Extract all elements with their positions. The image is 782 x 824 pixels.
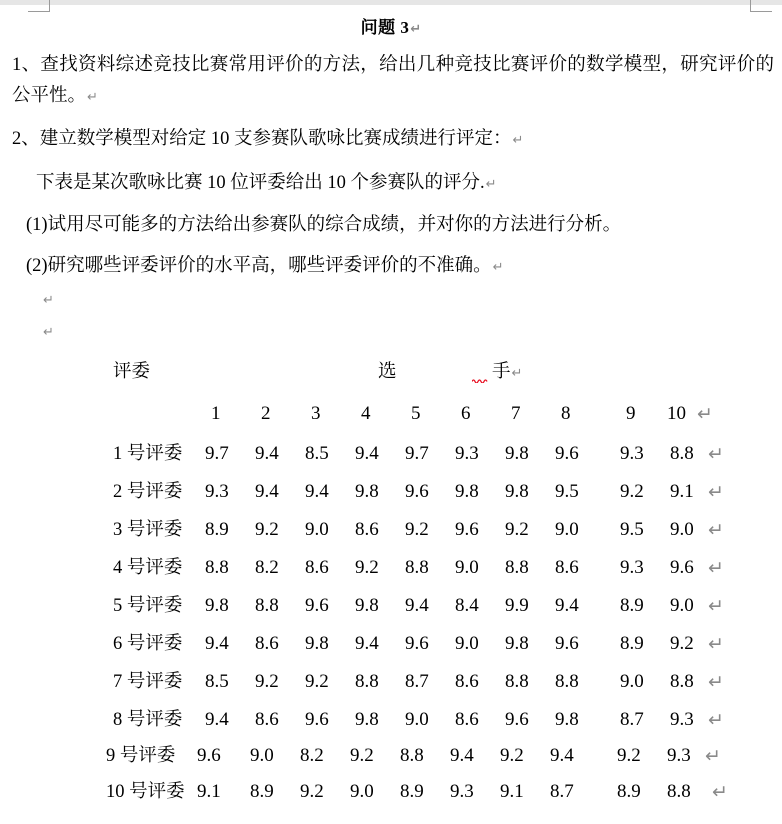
table-row-label: 9 号评委 [106, 746, 176, 766]
paragraph-sub-1-text: (1)试用尽可能多的方法给出参赛队的综合成绩，并对你的方法进行分析。 [26, 215, 622, 235]
table-cell: 9.6 [505, 709, 529, 730]
table-cell: 9.2 [305, 671, 329, 692]
pilcrow-icon: ↵ [492, 260, 504, 275]
table-group-header-row [0, 353, 782, 391]
table-row-label: 3 号评委 [113, 520, 183, 540]
table-cell: 8.9 [620, 595, 644, 616]
table-cell: 9.9 [505, 595, 529, 616]
pilcrow-icon: ↵ [708, 633, 724, 655]
table-row [0, 737, 782, 775]
table-cell: 9.1 [197, 781, 221, 802]
table-column-header-4: 4 [361, 403, 371, 424]
table-cell: 9.0 [670, 595, 694, 616]
paragraph-sub-2-text: (2)研究哪些评委评价的水平高，哪些评委评价的不准确。 [26, 256, 492, 276]
table-column-header-10: 10 [667, 403, 686, 424]
table-cell: 8.2 [255, 557, 279, 578]
pilcrow-icon: ↵ [87, 90, 98, 105]
table-cell: 9.0 [455, 633, 479, 654]
table-cell: 9.4 [205, 709, 229, 730]
table-cell: 9.6 [405, 633, 429, 654]
document-body [0, 5, 782, 803]
table-cell: 9.0 [620, 671, 644, 692]
pilcrow-icon: ↵ [708, 671, 724, 693]
table-cell: 9.8 [505, 443, 529, 464]
table-cell: 8.9 [205, 519, 229, 540]
paragraph-item-1 [0, 36, 782, 113]
table-col-group-header-right-text: 手 [492, 362, 511, 382]
table-row [0, 625, 782, 663]
table-cell: 9.3 [670, 709, 694, 730]
pilcrow-icon: ↵ [708, 709, 724, 731]
table-row [0, 435, 782, 473]
table-row [0, 511, 782, 549]
pilcrow-icon: ↵ [697, 403, 713, 425]
table-cell: 9.2 [405, 519, 429, 540]
table-cell: 9.4 [550, 745, 574, 766]
table-cell: 8.6 [455, 671, 479, 692]
paragraph-sub-2 [0, 241, 782, 283]
table-cell: 8.6 [355, 519, 379, 540]
spellcheck-underline-icon [472, 378, 492, 383]
table-cell: 9.0 [305, 519, 329, 540]
table-cell: 8.8 [400, 745, 424, 766]
table-row [0, 587, 782, 625]
table-col-group-header-left: 选 [378, 362, 397, 382]
table-cell: 9.8 [305, 633, 329, 654]
empty-paragraph [0, 283, 782, 315]
table-cell: 8.9 [620, 633, 644, 654]
table-cell: 9.0 [455, 557, 479, 578]
table-row-label: 2 号评委 [113, 482, 183, 502]
table-cell: 9.6 [555, 443, 579, 464]
table-cell: 9.6 [555, 633, 579, 654]
table-cell: 9.4 [305, 481, 329, 502]
table-cell: 9.3 [620, 557, 644, 578]
table-cell: 8.8 [255, 595, 279, 616]
table-cell: 8.9 [250, 781, 274, 802]
score-table [0, 353, 782, 803]
pilcrow-icon: ↵ [43, 293, 54, 308]
table-cell: 9.5 [555, 481, 579, 502]
table-cell: 8.8 [405, 557, 429, 578]
table-cell: 9.6 [305, 709, 329, 730]
table-cell: 8.8 [555, 671, 579, 692]
table-cell: 9.8 [505, 481, 529, 502]
table-cell: 9.8 [355, 481, 379, 502]
table-cell: 8.9 [400, 781, 424, 802]
paragraph-item-2-text: 2、建立数学模型对给定 10 支参赛队歌咏比赛成绩进行评定： [12, 129, 512, 149]
paragraph-item-1-text: 1、查找资料综述竞技比赛常用评价的方法，给出几种竞技比赛评价的数学模型，研究评价的公平性。 [12, 55, 774, 106]
table-cell: 9.3 [455, 443, 479, 464]
table-column-header-8: 8 [561, 403, 571, 424]
pilcrow-icon: ↵ [511, 366, 523, 381]
paragraph-note [0, 156, 782, 200]
table-cell: 8.9 [617, 781, 641, 802]
paragraph-sub-1 [0, 200, 782, 241]
pilcrow-icon: ↵ [705, 745, 721, 767]
table-cell: 8.6 [455, 709, 479, 730]
table-cell: 9.6 [455, 519, 479, 540]
table-cell: 9.4 [450, 745, 474, 766]
pilcrow-icon: ↵ [708, 557, 724, 579]
table-cell: 9.3 [667, 745, 691, 766]
table-cell: 8.4 [455, 595, 479, 616]
table-cell: 8.2 [300, 745, 324, 766]
table-cell: 8.6 [255, 633, 279, 654]
table-cell: 9.4 [205, 633, 229, 654]
table-cell: 9.4 [255, 481, 279, 502]
table-column-header-row [0, 395, 782, 433]
table-cell: 9.1 [500, 781, 524, 802]
page-title-text: 问题 3 [360, 18, 410, 37]
table-column-header-6: 6 [461, 403, 471, 424]
table-column-header-1: 1 [211, 403, 221, 424]
paragraph-note-text: 下表是某次歌咏比赛 10 位评委给出 10 个参赛队的评分. [36, 173, 485, 193]
table-column-header-2: 2 [261, 403, 271, 424]
table-row-label: 5 号评委 [113, 596, 183, 616]
table-cell: 9.5 [620, 519, 644, 540]
table-cell: 9.1 [670, 481, 694, 502]
table-cell: 8.5 [305, 443, 329, 464]
table-row [0, 473, 782, 511]
table-cell: 9.4 [355, 443, 379, 464]
table-cell: 9.3 [620, 443, 644, 464]
table-cell: 9.6 [197, 745, 221, 766]
pilcrow-icon: ↵ [410, 22, 422, 37]
table-row [0, 701, 782, 739]
page-title [0, 5, 782, 36]
table-cell: 9.2 [670, 633, 694, 654]
paragraph-item-2 [0, 113, 782, 156]
pilcrow-icon: ↵ [708, 595, 724, 617]
table-cell: 9.2 [500, 745, 524, 766]
table-cell: 9.2 [620, 481, 644, 502]
table-row-label: 4 号评委 [113, 558, 183, 578]
table-row-group-header: 评委 [113, 362, 151, 382]
table-cell: 8.7 [550, 781, 574, 802]
table-cell: 9.8 [505, 633, 529, 654]
table-cell: 8.7 [620, 709, 644, 730]
table-cell: 8.8 [505, 557, 529, 578]
table-cell: 9.6 [305, 595, 329, 616]
table-cell: 9.7 [405, 443, 429, 464]
pilcrow-icon: ↵ [43, 325, 54, 340]
table-row-label: 6 号评委 [113, 634, 183, 654]
table-cell: 9.4 [405, 595, 429, 616]
table-cell: 8.8 [670, 671, 694, 692]
table-cell: 9.6 [670, 557, 694, 578]
table-cell: 9.6 [405, 481, 429, 502]
table-row-label: 7 号评委 [113, 672, 183, 692]
table-cell: 9.2 [355, 557, 379, 578]
table-cell: 8.6 [555, 557, 579, 578]
table-cell: 9.8 [205, 595, 229, 616]
table-cell: 9.4 [255, 443, 279, 464]
table-cell: 8.8 [670, 443, 694, 464]
table-cell: 9.2 [617, 745, 641, 766]
table-cell: 9.2 [350, 745, 374, 766]
table-cell: 9.3 [450, 781, 474, 802]
table-cell: 9.4 [555, 595, 579, 616]
table-column-header-3: 3 [311, 403, 321, 424]
pilcrow-icon: ↵ [512, 133, 524, 148]
pilcrow-icon: ↵ [708, 519, 724, 541]
table-cell: 9.0 [250, 745, 274, 766]
pilcrow-icon: ↵ [708, 481, 724, 503]
table-cell: 8.5 [205, 671, 229, 692]
pilcrow-icon: ↵ [485, 177, 497, 192]
table-cell: 9.7 [205, 443, 229, 464]
table-cell: 9.2 [300, 781, 324, 802]
table-row [0, 663, 782, 701]
table-cell: 8.7 [405, 671, 429, 692]
table-cell: 9.8 [355, 595, 379, 616]
table-cell: 8.8 [205, 557, 229, 578]
table-column-header-7: 7 [511, 403, 521, 424]
table-column-header-9: 9 [626, 403, 636, 424]
table-cell: 8.8 [505, 671, 529, 692]
table-column-header-5: 5 [411, 403, 421, 424]
table-row-label: 1 号评委 [113, 444, 183, 464]
table-cell: 9.0 [670, 519, 694, 540]
table-row [0, 773, 782, 811]
table-cell: 9.8 [555, 709, 579, 730]
table-cell: 9.0 [405, 709, 429, 730]
table-row-label: 8 号评委 [113, 710, 183, 730]
table-row-label: 10 号评委 [106, 782, 185, 802]
table-cell: 8.8 [355, 671, 379, 692]
pilcrow-icon: ↵ [712, 781, 728, 803]
table-cell: 8.6 [255, 709, 279, 730]
table-cell: 9.8 [355, 709, 379, 730]
table-col-group-header-right [492, 353, 522, 393]
table-cell: 9.3 [205, 481, 229, 502]
table-cell: 9.0 [350, 781, 374, 802]
table-cell: 9.2 [505, 519, 529, 540]
table-cell: 8.8 [667, 781, 691, 802]
empty-paragraph [0, 315, 782, 347]
table-row [0, 549, 782, 587]
table-cell: 9.8 [455, 481, 479, 502]
table-cell: 9.4 [355, 633, 379, 654]
table-cell: 9.0 [555, 519, 579, 540]
table-cell: 9.2 [255, 519, 279, 540]
table-cell: 9.2 [255, 671, 279, 692]
table-cell: 8.6 [305, 557, 329, 578]
pilcrow-icon: ↵ [708, 443, 724, 465]
